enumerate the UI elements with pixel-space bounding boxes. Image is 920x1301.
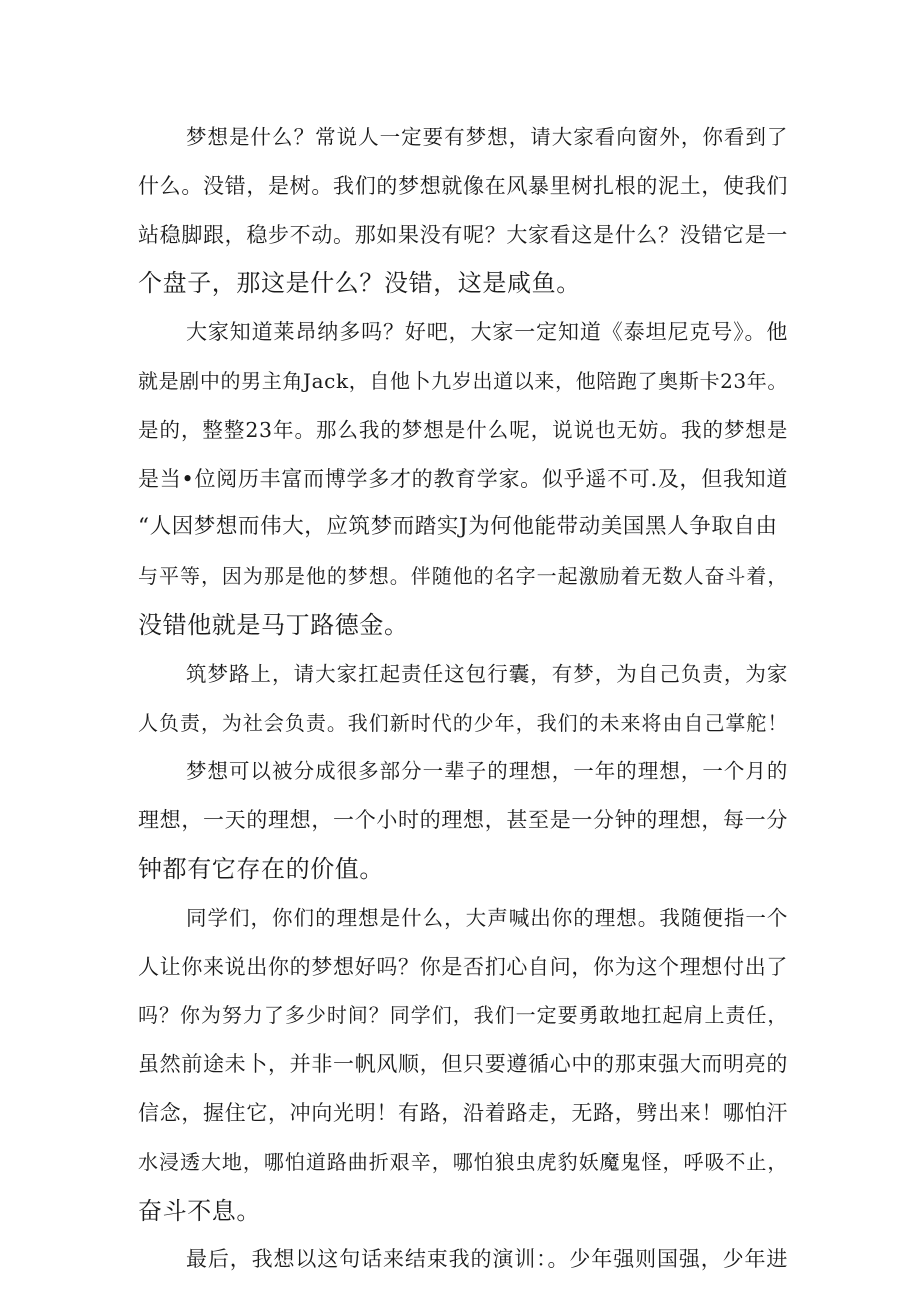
text-line: 梦想可以被分成很多部分一辈子的理想，一年的理想，一个月的	[186, 759, 788, 784]
document-body	[138, 113, 788, 1284]
text-line: 奋斗不息。	[138, 1196, 261, 1225]
text-line: 最后，我想以这句话来结束我的演训：。少年强则国强，少年进	[186, 1247, 788, 1272]
text-line: 信念，握住它，冲向光明！有路，沿着路走，无路，劈出来！哪怕汗	[138, 1100, 788, 1125]
text-line: 吗？你为努力了多少时间？同学们，我们一定要勇敢地扛起肩上责任，	[138, 1003, 788, 1028]
text-line: 筑梦路上，请大家扛起责任这包行囊，有梦，为自己负责，为家	[186, 661, 788, 686]
text-line: 钟都有它存在的价值。	[138, 854, 384, 883]
text-line: 虽然前途未卜，并非一帆风顺，但只要遵循心中的那束强大而明亮的	[138, 1052, 788, 1077]
text-line: 是的，整整23年。那么我的梦想是什么呢，说说也无妨。我的梦想是	[138, 417, 788, 442]
text-line: 水浸透大地，哪怕道路曲折艰辛，哪怕狼虫虎豹妖魔鬼怪，呼吸不止，	[138, 1149, 788, 1174]
text-line: 没错他就是马丁路德金。	[138, 610, 409, 639]
text-line: 是当•位阅历丰富而博学多才的教育学家。似乎遥不可.及，但我知道	[138, 466, 788, 491]
text-line: 与平等，因为那是他的梦想。伴随他的名字一起激励着无数人奋斗着，	[138, 564, 788, 589]
text-line: “人因梦想而伟大，应筑梦而踏实J为何他能带动美国黑人争取自由	[138, 514, 778, 540]
text-line: 人让你来说出你的梦想好吗？你是否扪心自问，你为这个理想付出了	[138, 954, 788, 979]
text-line: 就是剧中的男主角Jack，自他卜九岁出道以来，他陪跑了奥斯卡23年。	[138, 368, 788, 393]
text-line: 同学们，你们的理想是什么，大声喊出你的理想。我随便指一个	[186, 905, 788, 930]
text-line: 理想，一天的理想，一个小时的理想，甚至是一分钟的理想，每一分	[138, 808, 788, 833]
text-line: 站稳脚跟，稳步不动。那如果没有呢？大家看这是什么？没错它是一	[138, 222, 788, 247]
text-line: 个盘子，那这是什么？没错，这是咸鱼。	[138, 269, 581, 298]
text-line: 梦想是什么？常说人一定要有梦想，请大家看向窗外，你看到了	[186, 125, 788, 149]
text-line: 人负责，为社会负责。我们新时代的少年，我们的未来将由自己掌舵！	[138, 710, 788, 735]
text-line: 什么。没错，是树。我们的梦想就像在风暴里树扎根的泥土，使我们	[138, 173, 788, 198]
text-line: 大家知道莱昂纳多吗？好吧，大家一定知道《泰坦尼克号》。他	[186, 320, 788, 345]
